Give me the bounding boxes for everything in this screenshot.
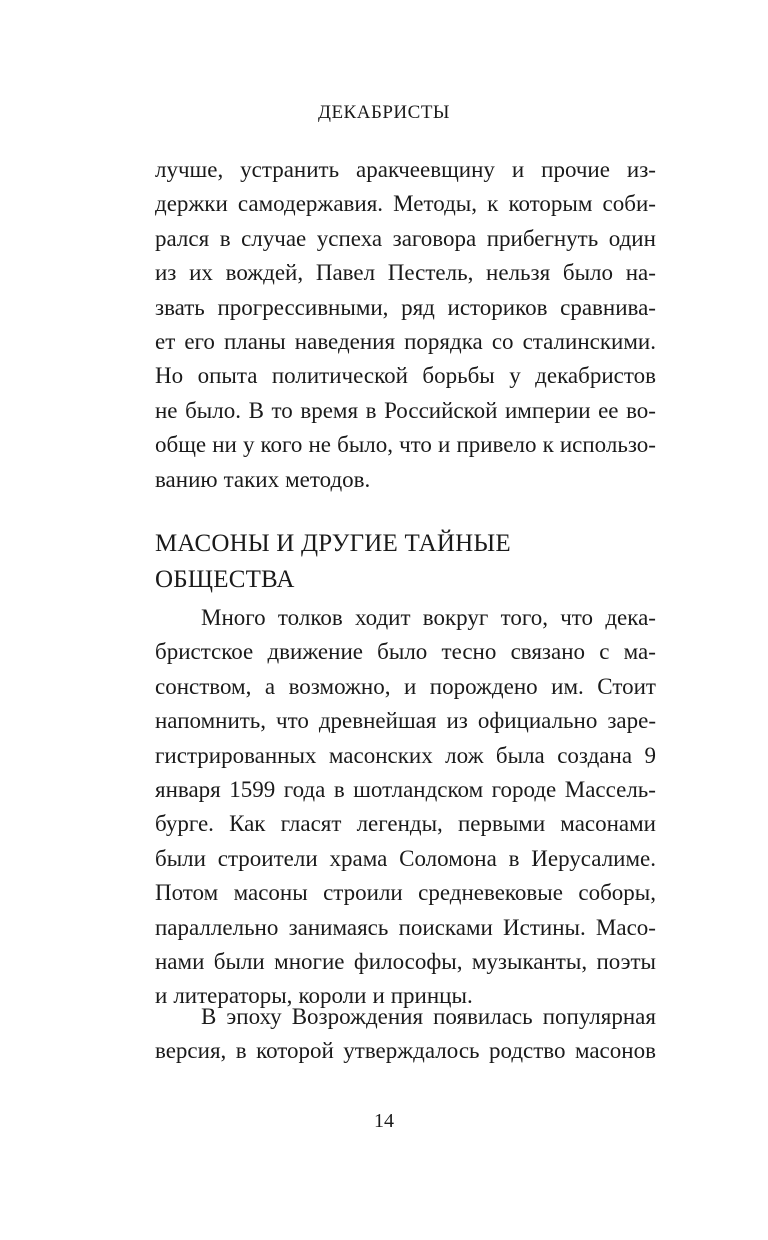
word: Но: [155, 363, 184, 389]
word: что: [399, 432, 432, 458]
text-line: [155, 187, 656, 221]
word: заре-: [607, 708, 656, 734]
word: из-: [626, 157, 656, 182]
word: 1599: [229, 776, 276, 802]
word: легенды,: [356, 811, 443, 837]
word: им.: [551, 673, 584, 699]
word: Пестель,: [387, 260, 474, 286]
word: дека-: [605, 605, 656, 630]
word: и: [511, 157, 525, 182]
word: поэты: [596, 948, 656, 974]
word: гистрированных: [155, 742, 317, 768]
word: литераторы,: [173, 983, 293, 1009]
word: к: [542, 432, 554, 458]
word: Иерусалиме.: [531, 845, 656, 871]
word: ма-: [623, 639, 656, 665]
word: возможно,: [288, 673, 391, 699]
word: родство: [488, 1038, 566, 1064]
word: поисками: [398, 914, 493, 940]
word: и: [403, 673, 417, 699]
word: успеха: [316, 225, 383, 251]
word: у: [509, 363, 521, 389]
word: вокруг: [422, 605, 489, 630]
text-line: [155, 635, 656, 669]
word: было,: [337, 432, 394, 458]
word: прочие: [541, 157, 610, 182]
text-line: [155, 876, 656, 910]
word: ее: [598, 397, 619, 423]
word: Массель-: [564, 776, 656, 802]
word: соборы,: [578, 880, 656, 906]
word: в: [333, 776, 345, 802]
word: официально: [477, 708, 598, 734]
word: масонских: [328, 742, 433, 768]
word: древнейшая: [318, 708, 437, 734]
word: строили: [323, 880, 403, 906]
word: планы: [223, 328, 286, 354]
text-line: [155, 428, 656, 462]
word: самодержавия.: [237, 191, 384, 217]
word: опыта: [197, 363, 258, 389]
word: не: [308, 432, 332, 458]
word: строители: [217, 845, 318, 871]
word: принцы.: [390, 983, 473, 1009]
word: борьбы: [422, 363, 495, 389]
word: тесно: [441, 639, 497, 665]
word: гласят: [280, 811, 342, 837]
word: года: [283, 776, 326, 802]
word: бристское: [155, 639, 254, 665]
word: утверждалось: [343, 1038, 480, 1064]
word: соби-: [602, 191, 656, 217]
word: лучше,: [155, 157, 224, 182]
word: того,: [500, 605, 548, 630]
word: было.: [185, 397, 241, 423]
word: ванию: [155, 466, 218, 492]
word: и: [438, 432, 451, 458]
word: 9: [644, 742, 656, 768]
word: использо-: [559, 432, 656, 458]
word: политической: [271, 363, 408, 389]
word: в: [365, 397, 377, 423]
word: появилась: [433, 1004, 533, 1029]
word: устранить: [240, 157, 340, 182]
word: во-: [626, 397, 656, 423]
word: Соломона: [399, 845, 497, 871]
word: масоны: [233, 880, 308, 906]
text-line: [155, 670, 656, 704]
text-line: [155, 911, 656, 945]
text-line: [155, 842, 656, 876]
word: многие: [274, 948, 345, 974]
word: методов.: [285, 466, 371, 492]
word: Возрождения: [291, 1004, 424, 1029]
word: напомнить,: [155, 708, 267, 734]
text-line: [155, 153, 656, 187]
word: которым: [508, 191, 593, 217]
word: на-: [625, 260, 656, 286]
word: случае: [241, 225, 307, 251]
word: что: [276, 708, 309, 734]
word: его: [184, 328, 215, 354]
paragraph-1: [155, 153, 656, 497]
word: сонством,: [155, 673, 252, 699]
word: вождей,: [225, 260, 304, 286]
text-line: [155, 773, 656, 807]
word: Российской: [384, 397, 498, 423]
word: с: [599, 639, 610, 665]
word: философы,: [353, 948, 463, 974]
word: в: [235, 1038, 247, 1064]
word: была: [495, 742, 545, 768]
word: бурге.: [155, 811, 214, 837]
word: ни: [212, 432, 237, 458]
word: из: [155, 260, 177, 286]
text-line: [155, 325, 656, 359]
text-line: [155, 256, 656, 290]
word: аракчеевщину: [356, 157, 495, 182]
text-line: [155, 704, 656, 738]
page-number: 14: [374, 1110, 394, 1132]
word: их: [189, 260, 213, 286]
word: привело: [456, 432, 537, 458]
word: было: [562, 260, 614, 286]
word: один: [608, 225, 656, 251]
word: порождено: [429, 673, 538, 699]
text-line: [155, 1034, 656, 1068]
word: империи: [505, 397, 591, 423]
word: историков: [447, 294, 548, 320]
word: декабристов: [535, 363, 656, 389]
word: прогрессивными,: [217, 294, 389, 320]
word: создана: [557, 742, 633, 768]
word: толков: [277, 605, 343, 630]
running-head: ДЕКАБРИСТЫ: [317, 102, 450, 123]
word: Павел: [315, 260, 376, 286]
word: Стоит: [597, 673, 656, 699]
word: и: [372, 983, 385, 1009]
section-heading: [155, 526, 656, 598]
text-line: [155, 807, 656, 841]
word: ет: [155, 328, 176, 354]
word: к: [487, 191, 499, 217]
word: Истины.: [503, 914, 586, 940]
word: в: [508, 845, 520, 871]
text-line: [155, 945, 656, 979]
word: заговора: [392, 225, 477, 251]
text-line: [155, 222, 656, 256]
word: масонов: [574, 1038, 656, 1064]
word: лож: [445, 742, 484, 768]
word: В: [248, 397, 264, 423]
word: у: [242, 432, 255, 458]
word: масонами: [560, 811, 656, 837]
word: Масо-: [595, 914, 656, 940]
word: средневековые: [418, 880, 563, 906]
section-heading-line: МАСОНЫ И ДРУГИЕ ТАЙНЫЕ: [155, 530, 511, 557]
word: а: [264, 673, 276, 699]
word: сталинскими.: [522, 328, 656, 354]
word: Много: [201, 605, 266, 630]
word: не: [155, 397, 178, 423]
text-line: [155, 359, 656, 393]
paragraph-3: [155, 1000, 656, 1069]
word: наведения: [294, 328, 396, 354]
word: короли: [298, 983, 367, 1009]
text-line: [155, 394, 656, 428]
word: эпоху: [226, 1004, 282, 1029]
word: кого: [260, 432, 303, 458]
word: таких: [223, 466, 280, 492]
word: со: [491, 328, 514, 354]
word: и: [155, 983, 168, 1009]
word: ряд: [401, 294, 435, 320]
word: было: [377, 639, 428, 665]
word: нами: [155, 948, 205, 974]
word: обще: [155, 432, 207, 458]
text-line: [155, 601, 656, 635]
word: были: [155, 845, 206, 871]
word: которой: [256, 1038, 334, 1064]
word: прибегнуть: [486, 225, 599, 251]
word: городе: [491, 776, 557, 802]
word: держки: [155, 191, 228, 217]
word: связано: [510, 639, 586, 665]
word: звать: [155, 294, 205, 320]
word: из: [446, 708, 468, 734]
word: движение: [267, 639, 363, 665]
word: музыканты,: [471, 948, 588, 974]
word: параллельно: [155, 914, 279, 940]
word: шотландском: [353, 776, 484, 802]
text-line: [155, 291, 656, 325]
word: первыми: [457, 811, 546, 837]
paragraph-2: [155, 601, 656, 1014]
word: занимаясь: [288, 914, 389, 940]
word: версия,: [155, 1038, 227, 1064]
word: время: [300, 397, 359, 423]
text-line: [155, 1000, 656, 1034]
word: января: [155, 776, 221, 802]
word: в: [219, 225, 231, 251]
section-heading-line: ОБЩЕСТВА: [155, 566, 295, 593]
word: Потом: [155, 880, 219, 906]
word: что: [560, 605, 594, 630]
word: ходит: [354, 605, 411, 630]
word: порядка: [404, 328, 483, 354]
word: храма: [329, 845, 388, 871]
word: рался: [155, 225, 210, 251]
word: то: [271, 397, 293, 423]
text-line: [155, 463, 656, 497]
word: популярная: [542, 1004, 656, 1029]
text-line: [155, 739, 656, 773]
word: нельзя: [486, 260, 551, 286]
word: Как: [229, 811, 266, 837]
word: Методы,: [393, 191, 478, 217]
word: были: [213, 948, 265, 974]
word: В: [201, 1004, 217, 1029]
word: сравнива-: [560, 294, 656, 320]
